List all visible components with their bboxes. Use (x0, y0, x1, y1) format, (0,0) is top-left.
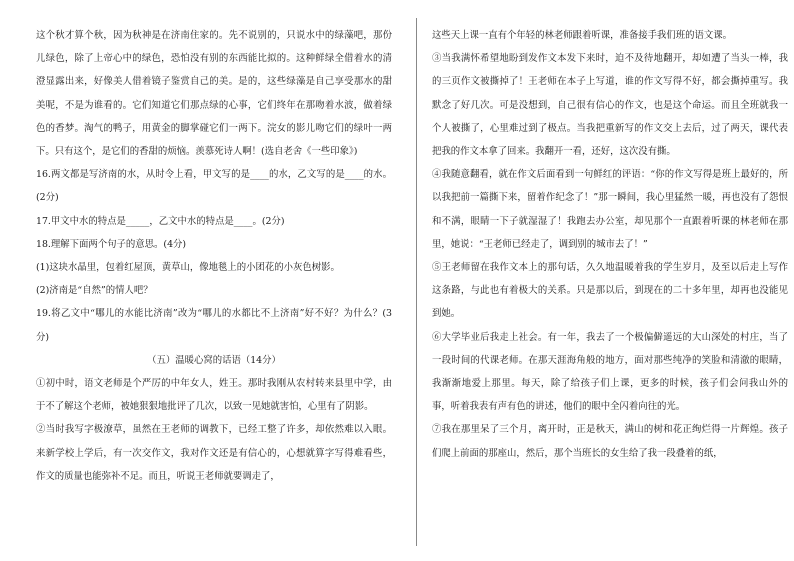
paragraph-right-4: ④我随意翻看，就在作文后面看到一句鲜红的评语：“你的作文写得是班上最好的，所以我把前一篇撕下来，留着作纪念了！”那一瞬间，我心里猛然一暖，再也没有了怨恨和不满，眼睛一下子就湿湿了！我跑去办公室，却见那个一直跟着听课的林老师在那里，她说：“王老师已经走了，调到别的城市去了！” (432, 169, 788, 250)
section-title: （五）温暖心窝的话语（14分） (147, 354, 281, 366)
paragraph-right-1: 这些天上课一直有个年轻的林老师跟着听课，准备接手我们班的语文课。 (432, 30, 733, 41)
question-17: 17.甲文中水的特点是_____，乙文中水的特点是____。(2分) (36, 215, 285, 227)
paragraph-right-6: ⑥大学毕业后我走上社会。有一年，我去了一个极偏僻遥远的大山深处的村庄，当了一段时间的代课老师。在那天涯海角般的地方，面对那些纯净的笑脸和清澈的眼睛，我渐渐地爱上那里。每天，除了给孩子们上课，更多的时候，孩子们会问我山外的事，听着我表有声有色的讲述，他们的眼中全闪着向往的光。 (432, 331, 788, 413)
question-18-item-2: (2)济南是“自然”的情人吧？ (36, 285, 153, 297)
paragraph-right-7: ⑦我在那里呆了三个月，离开时，正是秋天，满山的树和花正绚烂得一片辉煌。孩子们爬上前面的那座山，然后，那个当班长的女生给了我一段叠着的纸， (432, 424, 788, 459)
paragraph-left-para-1: ①初中时，语文老师是个严厉的中年女人，姓王。那时我刚从农村转来县里中学，由于不了解这个老师，被她狠狠地批评了几次，以致一见她就害怕，心里有了阴影。 (36, 378, 392, 413)
paragraph-right-5: ⑤王老师留在我作文本上的那句话，久久地温暖着我的学生岁月，及至以后走上写作这条路，与此也有着极大的关系。只是那以后，到现在的二十多年里，却再也没能见到她。 (432, 262, 788, 320)
question-18: 18.理解下面两个句子的意思。(4分) (36, 238, 187, 250)
paragraph-left-para-2: ②当时我写字极潦草，虽然在王老师的调教下，已经工整了许多，却依然难以入眼。来新学校上学后，有一次交作文，我对作文还是有信心的，心想就算字写得难看些，作文的质量也能弥补不足。而且，听说王老师就要调走了， (36, 424, 392, 482)
column-divider (416, 18, 417, 546)
question-18-item-1: (1)这块水晶里，包着红屋顶，黄草山，像地毯上的小团花的小灰色树影。 (36, 262, 340, 274)
question-16: 16.两文都是写济南的水，从时令上看，甲文写的是____的水，乙文写的是____的水。(2分) (36, 169, 392, 204)
paragraph-left-1: 这个秋才算个秋，因为秋神是在济南住家的。先不说别的，只说水中的绿藻吧，那份儿绿色，除了上帝心中的绿色，恐怕没有别的东西能比拟的。这种鲜绿全借着水的清澄显露出来，好像美人借着镜子鉴赏自己的美。是的，这些绿藻是自己享受那水的甜美呢，不是为谁看的。它们知道它们那点绿的心事，它们终年在那吻着水波，做着绿色的香梦。淘气的鸭子，用黄金的脚掌碰它们一两下。浣女的影儿吻它们的绿叶一两下。只有这个，是它们的香甜的烦恼。羡慕死诗人啊！(选自老舍《一些印象》) (36, 30, 392, 158)
left-column (36, 24, 392, 488)
paragraph-right-3: ③当我满怀希望地盼到发作文本发下来时，迫不及待地翻开，却如遭了当头一棒，我的三页作文被撕掉了！王老师在本子上写道，谁的作文写得不好，都会撕掉重写。我默念了好几次。可是没想到，自己很有信心的作文，也是这个命运。而且全班就我一个人被撕了，心里难过到了极点。当我把重新写的作文交上去后，过了两天，课代表把我的作文本拿了回来。我翻开一看，还好，这次没有撕。 (432, 53, 788, 158)
question-19: 19.将乙文中“哪儿的水能比济南”改为“哪儿的水都比不上济南”好不好？为什么？(3分) (36, 308, 392, 343)
right-column (432, 24, 788, 465)
